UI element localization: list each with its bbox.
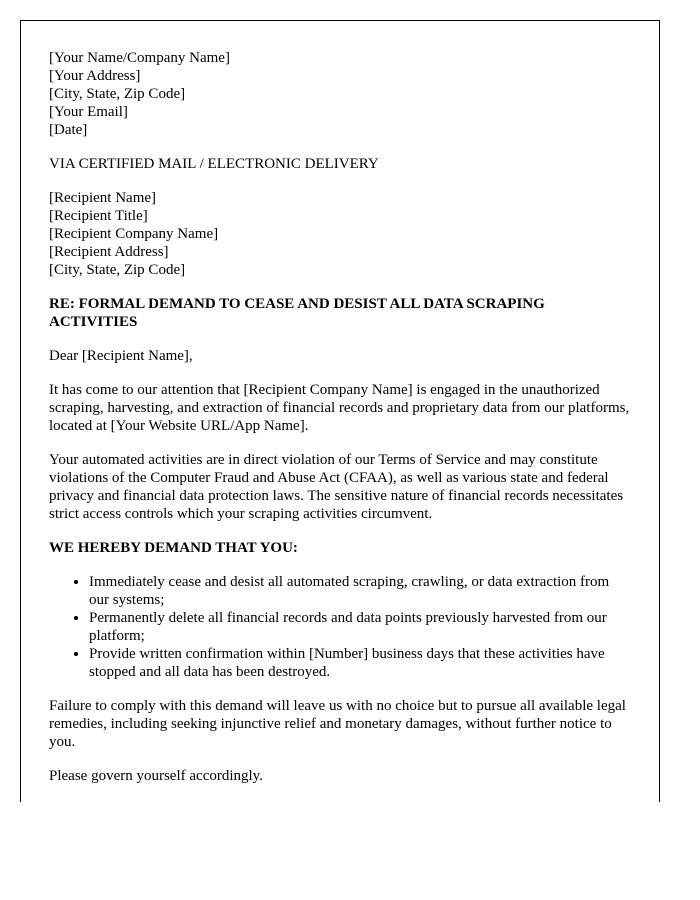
subject-line: RE: FORMAL DEMAND TO CEASE AND DESIST ALL DATA SCRAPING ACTIVITIES [49, 296, 545, 330]
sender-address-block [49, 49, 631, 139]
recipient-company: [Recipient Company Name] [49, 226, 219, 242]
recipient-address-block [49, 189, 631, 279]
intro-paragraph: It has come to our attention that [Recipient Company Name] is engaged in the unauthorized scraping, harvesting, and extraction of financial records and proprietary data from our platforms, located at [Your Website URL/App Name]. [49, 382, 630, 434]
recipient-title: [Recipient Title] [49, 208, 148, 224]
recipient-address: [Recipient Address] [49, 244, 169, 260]
letter-content [21, 21, 659, 785]
letter-page [20, 20, 660, 802]
violation-paragraph: Your automated activities are in direct violation of our Terms of Service and may constitute violations of the Computer Fraud and Abuse Act (CFAA), as well as various state and federal privacy and financial data protection laws. The sensitive nature of financial records necessitates strict access controls which your scraping activities circumvent. [49, 452, 624, 522]
failure-paragraph: Failure to comply with this demand will leave us with no choice but to pursue all available legal remedies, including seeking injunctive relief and monetary damages, without further notice to you. [49, 698, 626, 750]
delivery-method: VIA CERTIFIED MAIL / ELECTRONIC DELIVERY [49, 156, 379, 172]
sender-email: [Your Email] [49, 104, 128, 120]
letter-date: [Date] [49, 122, 88, 138]
sender-city-state-zip: [City, State, Zip Code] [49, 86, 186, 102]
sender-address: [Your Address] [49, 68, 141, 84]
recipient-city-state-zip: [City, State, Zip Code] [49, 262, 186, 278]
demand-item: • Provide written confirmation within [Number] business days that these activities have stopped and all data has been destroyed. [89, 645, 631, 681]
recipient-name: [Recipient Name] [49, 190, 157, 206]
demand-list [49, 573, 631, 681]
closing-line: Please govern yourself accordingly. [49, 768, 263, 784]
sender-name: [Your Name/Company Name] [49, 50, 230, 66]
demand-heading: WE HEREBY DEMAND THAT YOU: [49, 540, 298, 556]
demand-item: • Immediately cease and desist all automated scraping, crawling, or data extraction from our systems; [89, 573, 631, 609]
demand-item: • Permanently delete all financial records and data points previously harvested from our platform; [89, 609, 631, 645]
salutation: Dear [Recipient Name], [49, 348, 193, 364]
